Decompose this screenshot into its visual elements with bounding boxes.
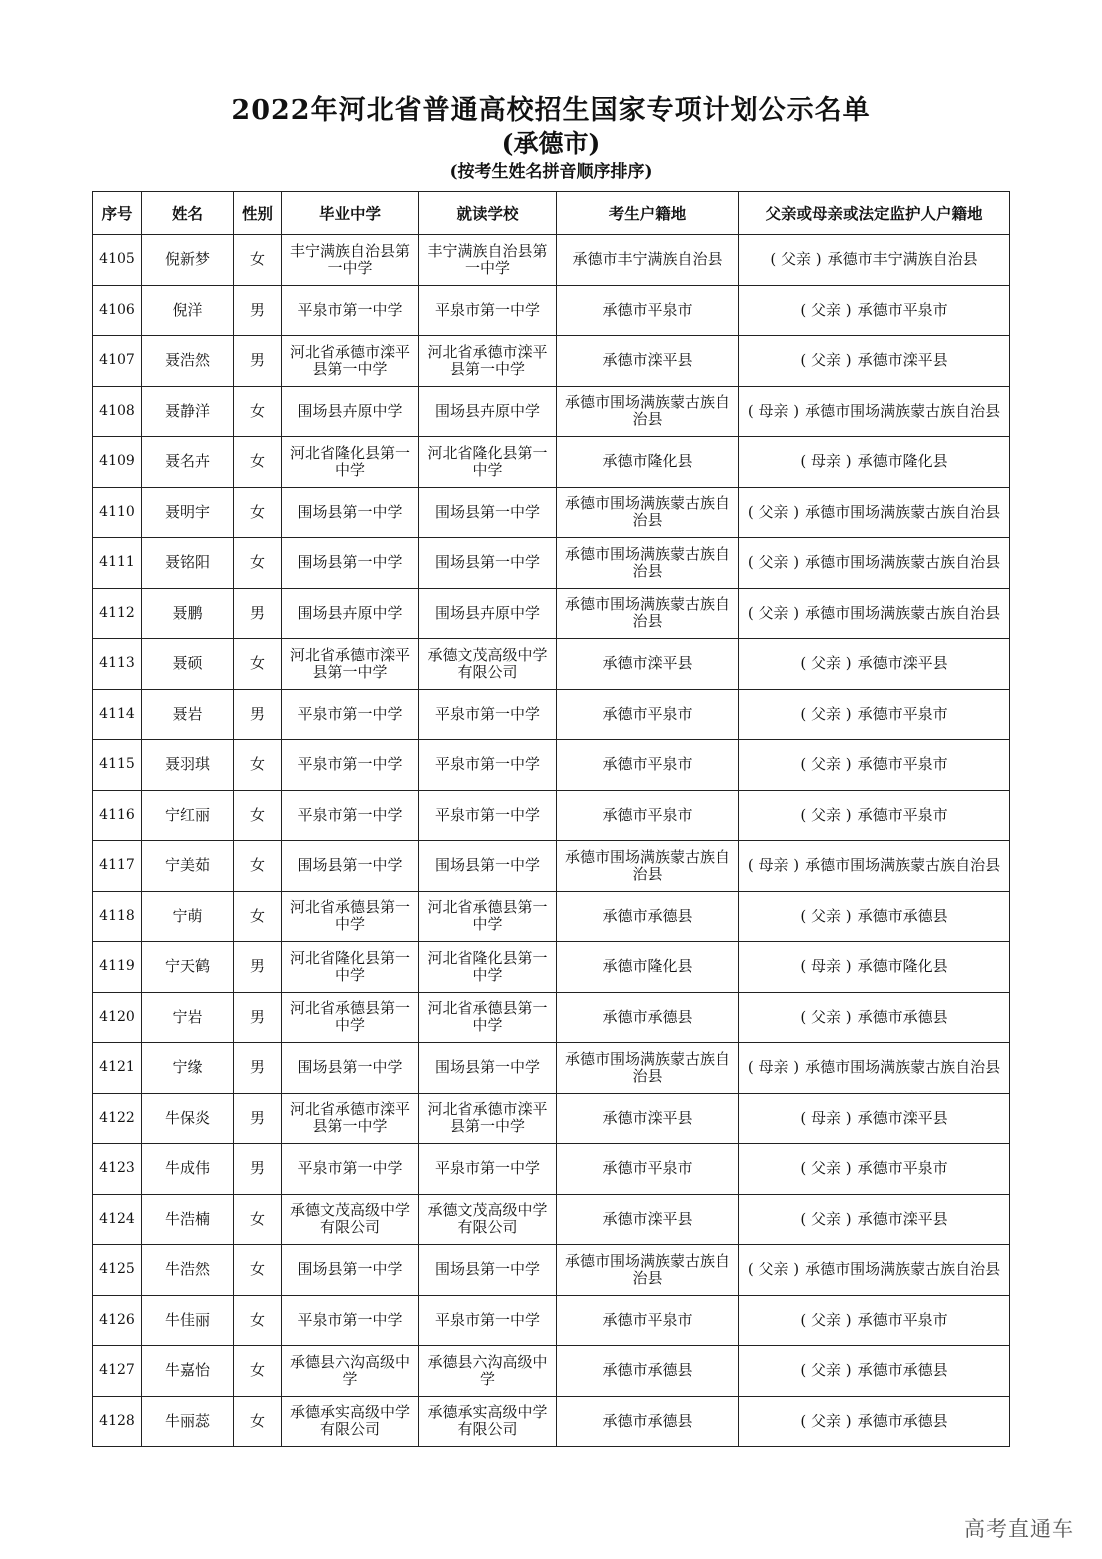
col-header-name: 姓名 (142, 192, 234, 235)
guardian-place: 承德市围场满族蒙古族自治县 (805, 856, 1001, 875)
cell-sex: 女 (234, 538, 282, 589)
cell-hukou: 承德市围场满族蒙古族自治县 (557, 1245, 739, 1296)
cell-current-school: 平泉市第一中学 (419, 740, 557, 791)
cell-grad-school: 河北省承德市滦平县第一中学 (282, 639, 419, 690)
cell-current-school: 围场县第一中学 (419, 1245, 557, 1296)
guardian-relation: ( 母亲 ) (747, 856, 800, 875)
guardian-relation: ( 父亲 ) (800, 351, 852, 370)
cell-sex: 男 (234, 942, 282, 993)
cell-name: 聂明宇 (142, 487, 234, 538)
cell-name: 宁缘 (142, 1043, 234, 1094)
cell-current-school: 承德文茂高级中学有限公司 (419, 639, 557, 690)
guardian-relation: ( 父亲 ) (747, 502, 800, 521)
cell-current-school: 平泉市第一中学 (419, 1295, 557, 1346)
guardian-place: 承德市滦平县 (857, 351, 948, 370)
cell-sex: 女 (234, 790, 282, 841)
cell-no: 4112 (93, 588, 142, 639)
cell-guardian-hukou (739, 235, 1010, 286)
cell-current-school: 平泉市第一中学 (419, 790, 557, 841)
cell-sex: 女 (234, 1396, 282, 1447)
table-row (93, 1043, 1010, 1094)
table-row (93, 1144, 1010, 1195)
guardian-place: 承德市平泉市 (857, 1159, 948, 1178)
cell-grad-school: 围场县卉原中学 (282, 588, 419, 639)
cell-current-school: 承德承实高级中学有限公司 (419, 1396, 557, 1447)
cell-guardian-hukou (739, 942, 1010, 993)
cell-guardian-hukou (739, 740, 1010, 791)
cell-grad-school: 围场县第一中学 (282, 1043, 419, 1094)
cell-grad-school: 围场县卉原中学 (282, 386, 419, 437)
cell-guardian-hukou (739, 1346, 1010, 1397)
table-row (93, 942, 1010, 993)
cell-hukou: 承德市围场满族蒙古族自治县 (557, 588, 739, 639)
cell-name: 聂羽琪 (142, 740, 234, 791)
guardian-place: 承德市承德县 (857, 906, 948, 925)
cell-name: 牛浩楠 (142, 1194, 234, 1245)
cell-hukou: 承德市丰宁满族自治县 (557, 235, 739, 286)
guardian-place: 承德市平泉市 (857, 755, 948, 774)
guardian-place: 承德市平泉市 (857, 805, 948, 824)
guardian-relation: ( 父亲 ) (800, 1411, 852, 1430)
cell-name: 聂铭阳 (142, 538, 234, 589)
cell-guardian-hukou (739, 689, 1010, 740)
cell-current-school: 平泉市第一中学 (419, 285, 557, 336)
guardian-place: 承德市围场满族蒙古族自治县 (805, 502, 1001, 521)
cell-current-school: 河北省承德市滦平县第一中学 (419, 1093, 557, 1144)
cell-guardian-hukou (739, 588, 1010, 639)
cell-sex: 女 (234, 891, 282, 942)
guardian-relation: ( 母亲 ) (800, 957, 852, 976)
guardian-place: 承德市围场满族蒙古族自治县 (805, 603, 1001, 622)
guardian-place: 承德市平泉市 (857, 300, 948, 319)
col-header-grad-school: 毕业中学 (282, 192, 419, 235)
cell-hukou: 承德市围场满族蒙古族自治县 (557, 538, 739, 589)
cell-current-school: 围场县卉原中学 (419, 588, 557, 639)
cell-current-school: 河北省承德市滦平县第一中学 (419, 336, 557, 387)
cell-grad-school: 丰宁满族自治县第一中学 (282, 235, 419, 286)
cell-hukou: 承德市平泉市 (557, 1295, 739, 1346)
cell-hukou: 承德市平泉市 (557, 1144, 739, 1195)
cell-sex: 男 (234, 689, 282, 740)
cell-no: 4111 (93, 538, 142, 589)
cell-grad-school: 河北省承德市滦平县第一中学 (282, 1093, 419, 1144)
cell-name: 牛保炎 (142, 1093, 234, 1144)
cell-sex: 女 (234, 841, 282, 892)
cell-current-school: 平泉市第一中学 (419, 1144, 557, 1195)
cell-name: 宁天鹤 (142, 942, 234, 993)
cell-guardian-hukou (739, 992, 1010, 1043)
cell-no: 4122 (93, 1093, 142, 1144)
cell-sex: 女 (234, 1245, 282, 1296)
cell-guardian-hukou (739, 1396, 1010, 1447)
guardian-relation: ( 父亲 ) (770, 250, 822, 269)
cell-no: 4118 (93, 891, 142, 942)
cell-no: 4114 (93, 689, 142, 740)
cell-guardian-hukou (739, 1043, 1010, 1094)
cell-no: 4123 (93, 1144, 142, 1195)
table-row (93, 992, 1010, 1043)
cell-grad-school: 承德县六沟高级中学 (282, 1346, 419, 1397)
cell-guardian-hukou (739, 841, 1010, 892)
guardian-relation: ( 父亲 ) (800, 1310, 852, 1329)
col-header-guardian-hukou: 父亲或母亲或法定监护人户籍地 (739, 192, 1010, 235)
cell-no: 4125 (93, 1245, 142, 1296)
cell-grad-school: 河北省承德市滦平县第一中学 (282, 336, 419, 387)
cell-grad-school: 平泉市第一中学 (282, 285, 419, 336)
guardian-place: 承德市围场满族蒙古族自治县 (805, 401, 1001, 420)
cell-hukou: 承德市隆化县 (557, 437, 739, 488)
cell-name: 聂鹏 (142, 588, 234, 639)
cell-name: 宁红丽 (142, 790, 234, 841)
guardian-relation: ( 母亲 ) (747, 1058, 800, 1077)
cell-hukou: 承德市平泉市 (557, 740, 739, 791)
table-row (93, 1295, 1010, 1346)
guardian-place: 承德市丰宁满族自治县 (827, 250, 978, 269)
cell-current-school: 承德县六沟高级中学 (419, 1346, 557, 1397)
cell-name: 聂硕 (142, 639, 234, 690)
cell-hukou: 承德市平泉市 (557, 689, 739, 740)
cell-grad-school: 围场县第一中学 (282, 538, 419, 589)
cell-hukou: 承德市滦平县 (557, 639, 739, 690)
cell-grad-school: 河北省隆化县第一中学 (282, 942, 419, 993)
cell-no: 4127 (93, 1346, 142, 1397)
cell-grad-school: 河北省承德县第一中学 (282, 992, 419, 1043)
cell-current-school: 河北省承德县第一中学 (419, 891, 557, 942)
cell-guardian-hukou (739, 1295, 1010, 1346)
guardian-relation: ( 父亲 ) (800, 1209, 852, 1228)
cell-sex: 女 (234, 1346, 282, 1397)
cell-no: 4120 (93, 992, 142, 1043)
col-header-sex: 性别 (234, 192, 282, 235)
cell-guardian-hukou (739, 386, 1010, 437)
cell-no: 4108 (93, 386, 142, 437)
cell-guardian-hukou (739, 538, 1010, 589)
cell-current-school: 围场县第一中学 (419, 841, 557, 892)
table-row (93, 538, 1010, 589)
guardian-relation: ( 母亲 ) (800, 452, 852, 471)
guardian-relation: ( 父亲 ) (800, 654, 852, 673)
table-row (93, 235, 1010, 286)
guardian-relation: ( 父亲 ) (800, 1361, 852, 1380)
table-row (93, 1245, 1010, 1296)
cell-grad-school: 承德承实高级中学有限公司 (282, 1396, 419, 1447)
cell-no: 4116 (93, 790, 142, 841)
cell-sex: 男 (234, 992, 282, 1043)
cell-grad-school: 平泉市第一中学 (282, 689, 419, 740)
cell-hukou: 承德市滦平县 (557, 1194, 739, 1245)
cell-guardian-hukou (739, 437, 1010, 488)
cell-grad-school: 河北省隆化县第一中学 (282, 437, 419, 488)
cell-sex: 女 (234, 386, 282, 437)
city-subtitle: (承德市) (501, 129, 601, 158)
cell-sex: 女 (234, 740, 282, 791)
guardian-place: 承德市承德县 (857, 1007, 948, 1026)
table-row (93, 1194, 1010, 1245)
cell-sex: 女 (234, 487, 282, 538)
roster-table (92, 191, 1010, 1447)
col-header-hukou: 考生户籍地 (557, 192, 739, 235)
cell-grad-school: 平泉市第一中学 (282, 740, 419, 791)
guardian-relation: ( 父亲 ) (800, 704, 852, 723)
cell-no: 4124 (93, 1194, 142, 1245)
cell-guardian-hukou (739, 1194, 1010, 1245)
guardian-place: 承德市平泉市 (857, 1310, 948, 1329)
cell-hukou: 承德市围场满族蒙古族自治县 (557, 1043, 739, 1094)
cell-current-school: 河北省隆化县第一中学 (419, 942, 557, 993)
cell-name: 聂浩然 (142, 336, 234, 387)
cell-guardian-hukou (739, 790, 1010, 841)
guardian-place: 承德市围场满族蒙古族自治县 (805, 1260, 1001, 1279)
cell-sex: 男 (234, 1093, 282, 1144)
guardian-relation: ( 父亲 ) (800, 1159, 852, 1178)
cell-hukou: 承德市承德县 (557, 992, 739, 1043)
guardian-place: 承德市承德县 (857, 1411, 948, 1430)
guardian-place: 承德市隆化县 (857, 452, 948, 471)
cell-sex: 男 (234, 1144, 282, 1195)
cell-grad-school: 平泉市第一中学 (282, 790, 419, 841)
cell-hukou: 承德市围场满族蒙古族自治县 (557, 841, 739, 892)
cell-name: 倪新梦 (142, 235, 234, 286)
cell-name: 牛佳丽 (142, 1295, 234, 1346)
table-row (93, 740, 1010, 791)
cell-current-school: 河北省承德县第一中学 (419, 992, 557, 1043)
cell-no: 4109 (93, 437, 142, 488)
table-row (93, 437, 1010, 488)
cell-grad-school: 承德文茂高级中学有限公司 (282, 1194, 419, 1245)
guardian-relation: ( 父亲 ) (747, 1260, 800, 1279)
cell-sex: 男 (234, 1043, 282, 1094)
table-row (93, 841, 1010, 892)
cell-name: 宁萌 (142, 891, 234, 942)
cell-name: 牛浩然 (142, 1245, 234, 1296)
cell-sex: 女 (234, 1295, 282, 1346)
guardian-place: 承德市滦平县 (857, 1209, 948, 1228)
cell-sex: 女 (234, 1194, 282, 1245)
cell-name: 牛成伟 (142, 1144, 234, 1195)
cell-guardian-hukou (739, 336, 1010, 387)
cell-guardian-hukou (739, 487, 1010, 538)
cell-no: 4106 (93, 285, 142, 336)
cell-hukou: 承德市承德县 (557, 891, 739, 942)
table-row (93, 891, 1010, 942)
cell-no: 4128 (93, 1396, 142, 1447)
cell-current-school: 承德文茂高级中学有限公司 (419, 1194, 557, 1245)
table-row (93, 1093, 1010, 1144)
cell-grad-school: 河北省承德县第一中学 (282, 891, 419, 942)
cell-current-school: 平泉市第一中学 (419, 689, 557, 740)
cell-sex: 女 (234, 235, 282, 286)
cell-hukou: 承德市承德县 (557, 1346, 739, 1397)
sort-note: (按考生姓名拼音顺序排序) (449, 162, 653, 182)
guardian-relation: ( 父亲 ) (800, 300, 852, 319)
table-row (93, 386, 1010, 437)
table-row (93, 790, 1010, 841)
cell-sex: 男 (234, 336, 282, 387)
cell-hukou: 承德市围场满族蒙古族自治县 (557, 487, 739, 538)
table-row (93, 285, 1010, 336)
cell-sex: 女 (234, 639, 282, 690)
cell-sex: 男 (234, 285, 282, 336)
guardian-place: 承德市滦平县 (857, 654, 948, 673)
guardian-place: 承德市围场满族蒙古族自治县 (805, 1058, 1001, 1077)
cell-no: 4126 (93, 1295, 142, 1346)
cell-no: 4119 (93, 942, 142, 993)
guardian-relation: ( 父亲 ) (800, 906, 852, 925)
table-row (93, 1346, 1010, 1397)
cell-guardian-hukou (739, 1245, 1010, 1296)
guardian-relation: ( 父亲 ) (747, 603, 800, 622)
cell-guardian-hukou (739, 1144, 1010, 1195)
guardian-relation: ( 父亲 ) (800, 805, 852, 824)
cell-hukou: 承德市承德县 (557, 1396, 739, 1447)
guardian-place: 承德市围场满族蒙古族自治县 (805, 553, 1001, 572)
table-row (93, 639, 1010, 690)
cell-no: 4117 (93, 841, 142, 892)
cell-grad-school: 围场县第一中学 (282, 487, 419, 538)
col-header-no: 序号 (93, 192, 142, 235)
guardian-relation: ( 父亲 ) (747, 553, 800, 572)
table-row (93, 1396, 1010, 1447)
cell-current-school: 丰宁满族自治县第一中学 (419, 235, 557, 286)
guardian-relation: ( 母亲 ) (800, 1108, 852, 1127)
document-title: 2022年河北省普通高校招生国家专项计划公示名单 (231, 95, 871, 126)
cell-current-school: 围场县第一中学 (419, 487, 557, 538)
cell-current-school: 围场县第一中学 (419, 1043, 557, 1094)
cell-grad-school: 围场县第一中学 (282, 1245, 419, 1296)
col-header-current-school: 就读学校 (419, 192, 557, 235)
cell-guardian-hukou (739, 639, 1010, 690)
watermark-logo: 高考直通车 (964, 1517, 1074, 1541)
cell-guardian-hukou (739, 285, 1010, 336)
cell-current-school: 围场县第一中学 (419, 538, 557, 589)
cell-guardian-hukou (739, 1093, 1010, 1144)
cell-current-school: 围场县卉原中学 (419, 386, 557, 437)
guardian-place: 承德市隆化县 (857, 957, 948, 976)
cell-name: 牛丽蕊 (142, 1396, 234, 1447)
cell-hukou: 承德市平泉市 (557, 790, 739, 841)
cell-current-school: 河北省隆化县第一中学 (419, 437, 557, 488)
cell-hukou: 承德市滦平县 (557, 1093, 739, 1144)
cell-no: 4110 (93, 487, 142, 538)
table-row (93, 487, 1010, 538)
cell-grad-school: 围场县第一中学 (282, 841, 419, 892)
cell-hukou: 承德市平泉市 (557, 285, 739, 336)
cell-no: 4115 (93, 740, 142, 791)
guardian-place: 承德市承德县 (857, 1361, 948, 1380)
cell-hukou: 承德市围场满族蒙古族自治县 (557, 386, 739, 437)
cell-sex: 女 (234, 437, 282, 488)
table-row (93, 588, 1010, 639)
table-row (93, 336, 1010, 387)
cell-grad-school: 平泉市第一中学 (282, 1295, 419, 1346)
cell-no: 4121 (93, 1043, 142, 1094)
cell-name: 倪洋 (142, 285, 234, 336)
cell-guardian-hukou (739, 891, 1010, 942)
cell-no: 4113 (93, 639, 142, 690)
cell-grad-school: 平泉市第一中学 (282, 1144, 419, 1195)
cell-hukou: 承德市隆化县 (557, 942, 739, 993)
cell-no: 4105 (93, 235, 142, 286)
cell-no: 4107 (93, 336, 142, 387)
cell-hukou: 承德市滦平县 (557, 336, 739, 387)
guardian-place: 承德市滦平县 (857, 1108, 948, 1127)
header-row (93, 192, 1010, 235)
table-row (93, 689, 1010, 740)
cell-sex: 男 (234, 588, 282, 639)
cell-name: 聂名卉 (142, 437, 234, 488)
cell-name: 聂岩 (142, 689, 234, 740)
cell-name: 聂静洋 (142, 386, 234, 437)
cell-name: 牛嘉怡 (142, 1346, 234, 1397)
guardian-relation: ( 父亲 ) (800, 755, 852, 774)
cell-name: 宁美茹 (142, 841, 234, 892)
guardian-place: 承德市平泉市 (857, 704, 948, 723)
guardian-relation: ( 父亲 ) (800, 1007, 852, 1026)
cell-name: 宁岩 (142, 992, 234, 1043)
guardian-relation: ( 母亲 ) (747, 401, 800, 420)
